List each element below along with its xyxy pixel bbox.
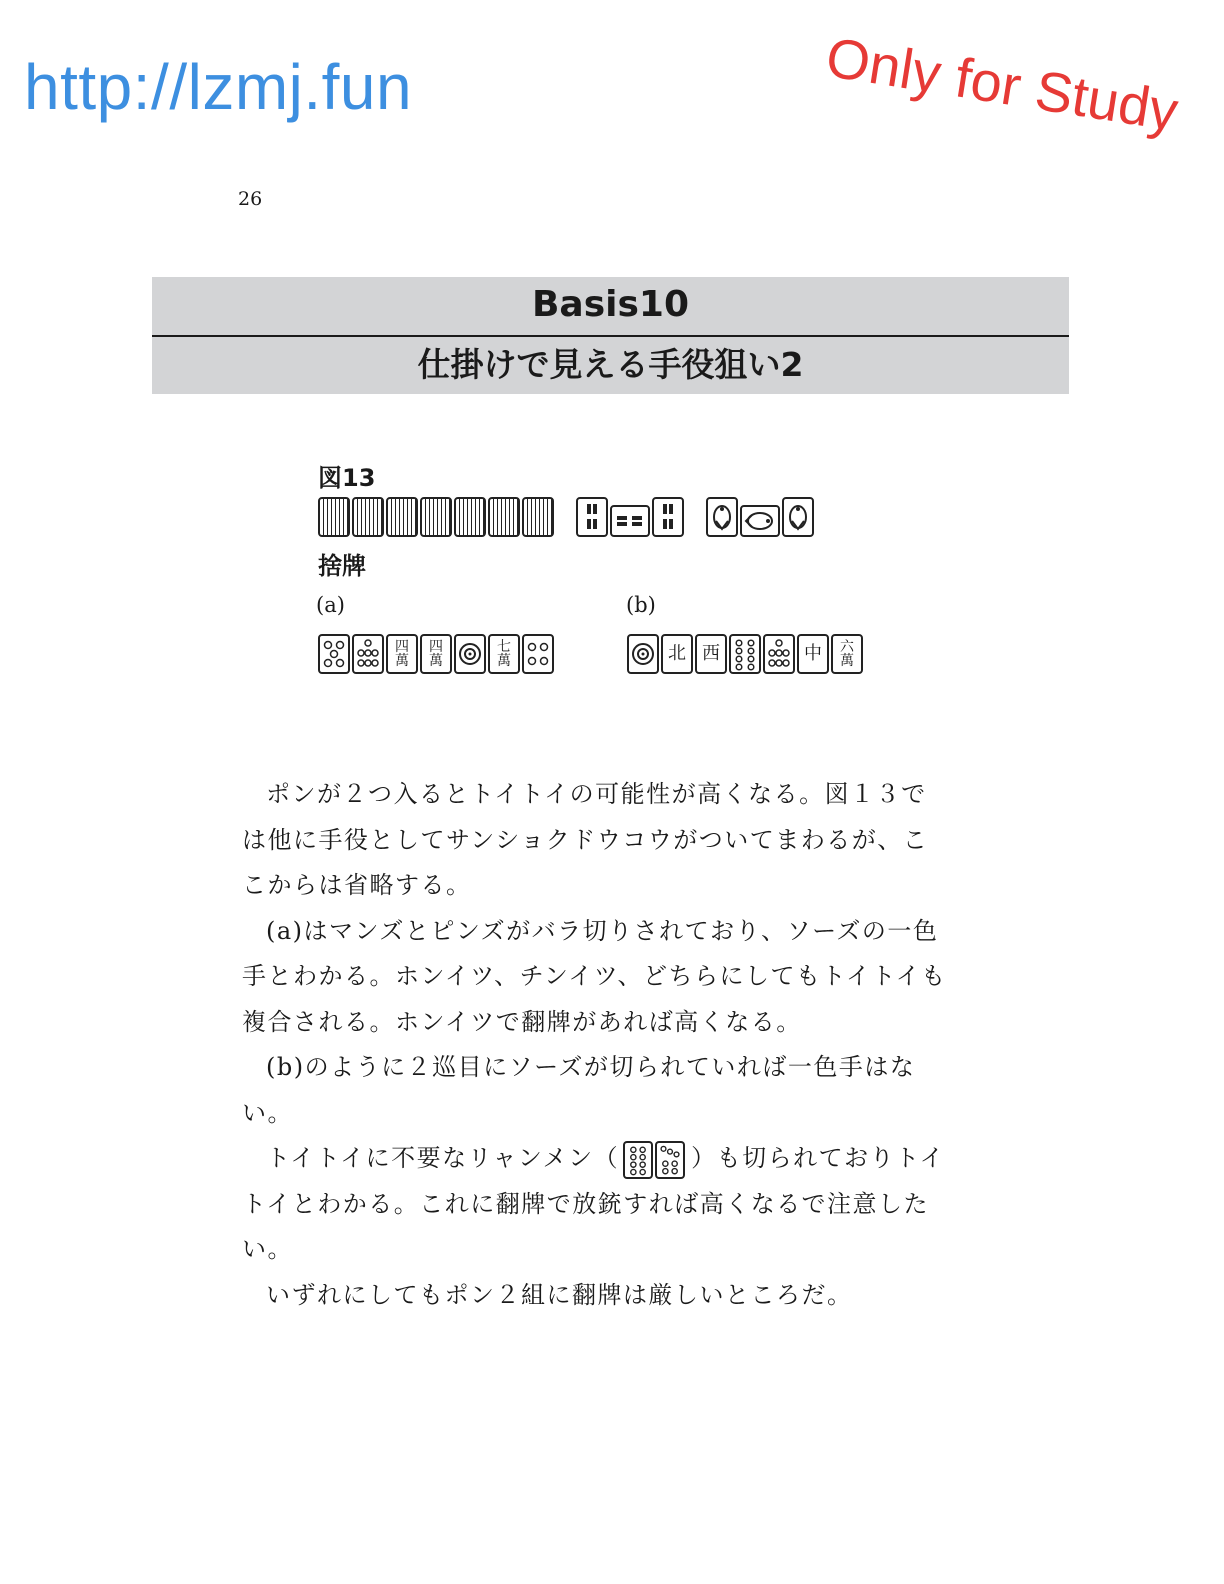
tile-1-sou-bird-sideways-icon: [740, 505, 780, 537]
tile-2-sou-icon: [576, 497, 608, 537]
tile-1-sou-bird-icon: [706, 497, 738, 537]
tile-7-sou-icon: [763, 634, 795, 674]
body-text: [242, 772, 948, 1318]
tile-5-pin-icon: [318, 634, 350, 674]
paragraph-1: ポンが２つ入るとトイトイの可能性が高くなる。図１３では他に手役としてサンショクドウコウがついてまわるが、ここからは省略する。: [242, 780, 929, 899]
paragraph-3: (b)のように２巡目にソーズが切られていれば一色手はない。: [242, 1053, 916, 1127]
tile-2-sou-icon: [652, 497, 684, 537]
tile-4-man-icon: 四 萬: [420, 634, 452, 674]
section-title: Basis10: [531, 284, 690, 325]
watermark-note: Only for Study: [821, 24, 1183, 143]
paragraph-5: いずれにしてもポン２組に翻牌は厳しいところだ。: [266, 1280, 853, 1309]
tile-1-pin-icon: [627, 634, 659, 674]
section-title-block: [152, 277, 1069, 394]
tile-back-icon: [386, 497, 418, 537]
option-a-label: (a): [316, 593, 345, 617]
section-subtitle: 仕掛けで見える手役狙い2: [417, 345, 804, 384]
tile-6-man-icon: 六 萬: [831, 634, 863, 674]
paragraph-4: [242, 1136, 948, 1273]
hand-row: [318, 497, 816, 537]
tile-7-man-icon: 七 萬: [488, 634, 520, 674]
discard-row-b: [627, 634, 865, 674]
tile-back-icon: [522, 497, 554, 537]
watermark-url: http://lzmj.fun: [24, 51, 413, 123]
paragraph-4-after: ）も切られておりトイトイとわかる。これに翻牌で放銃すれば高くなるで注意したい。: [242, 1144, 945, 1263]
tile-1-sou-bird-icon: [782, 497, 814, 537]
paragraph-4-before: トイトイに不要なリャンメン（: [266, 1144, 620, 1172]
tile-8-pin-icon: [623, 1141, 653, 1179]
page-number: 26: [238, 188, 263, 210]
tile-back-icon: [318, 497, 350, 537]
paragraph-2: (a)はマンズとピンズがバラ切りされており、ソーズの一色手とわかる。ホンイツ、チンイツ、どちらにしてもトイトイも複合される。ホンイツで翻牌があれば高くなる。: [242, 916, 947, 1036]
discard-label: 捨牌: [318, 552, 366, 580]
tile-8-sou-icon: [729, 634, 761, 674]
discard-row-a: [318, 634, 556, 674]
tile-2-sou-sideways-icon: [610, 505, 650, 537]
tile-west-wind-icon: 西: [695, 634, 727, 674]
option-b-label: (b): [626, 593, 656, 617]
tile-red-dragon-icon: 中: [797, 634, 829, 674]
tile-back-icon: [352, 497, 384, 537]
tile-4-man-icon: 四 萬: [386, 634, 418, 674]
inline-tile-pair: [623, 1141, 687, 1179]
tile-7-sou-icon: [352, 634, 384, 674]
tile-4-pin-icon: [522, 634, 554, 674]
tile-back-icon: [454, 497, 486, 537]
tile-north-wind-icon: 北: [661, 634, 693, 674]
tile-7-pin-icon: [655, 1141, 685, 1179]
tile-back-icon: [420, 497, 452, 537]
figure-label: 図13: [318, 464, 376, 492]
tile-1-pin-icon: [454, 634, 486, 674]
tile-back-icon: [488, 497, 520, 537]
